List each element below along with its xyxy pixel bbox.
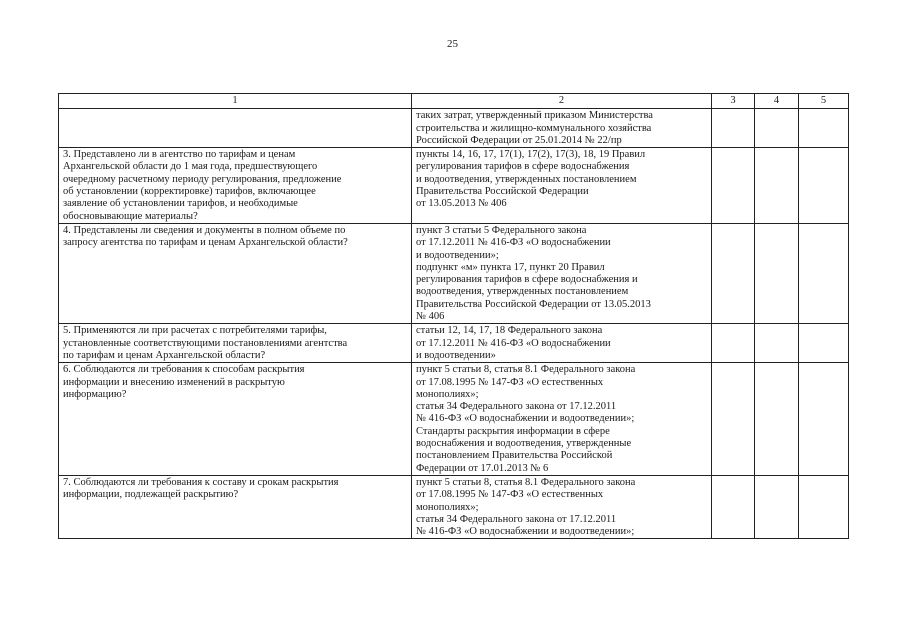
reference-line: от 13.05.2013 № 406 bbox=[416, 198, 507, 210]
reference-line: монополиях»; bbox=[416, 501, 479, 513]
header-col-3: 3 bbox=[712, 94, 755, 109]
page-number: 25 bbox=[447, 38, 458, 50]
reference-line: статья 34 Федерального закона от 17.12.2011 bbox=[416, 401, 617, 413]
reference-line: Стандарты раскрытия информации в сфере bbox=[416, 425, 610, 437]
question-line: обосновывающие материалы? bbox=[63, 210, 198, 222]
reference-line: регулирования тарифов в сфере водоснабжения bbox=[416, 161, 630, 173]
question-line: Архангельской области до 1 мая года, предшествующего bbox=[63, 161, 318, 173]
reference-line: и водоотведении» bbox=[416, 349, 496, 361]
question-cell bbox=[59, 223, 412, 323]
col-4-cell bbox=[755, 324, 799, 363]
question-cell bbox=[59, 148, 412, 224]
question-line: 3. Представлено ли в агентство по тарифам и ценам bbox=[63, 149, 296, 161]
question-line: очередному расчетному периоду регулирования, предложение bbox=[63, 173, 342, 185]
col-3-cell bbox=[712, 109, 755, 148]
col-4-cell bbox=[755, 109, 799, 148]
reference-line: Российской Федерации от 25.01.2014 № 22/пр bbox=[416, 134, 622, 146]
reference-line: пункт 5 статьи 8, статья 8.1 Федерального закона bbox=[416, 364, 636, 376]
col-4-cell bbox=[755, 475, 799, 538]
reference-line: пункт 3 статьи 5 Федерального закона bbox=[416, 224, 587, 236]
reference-line: от 17.12.2011 № 416-ФЗ «О водоснабжении bbox=[416, 237, 611, 249]
col-4-cell bbox=[755, 223, 799, 323]
reference-line: водоотведения, утвержденных постановлением bbox=[416, 286, 629, 298]
col-3-cell bbox=[712, 223, 755, 323]
question-line: информацию? bbox=[63, 388, 127, 400]
question-line: 6. Соблюдаются ли требования к способам раскрытия bbox=[63, 364, 305, 376]
col-4-cell bbox=[755, 148, 799, 224]
reference-cell bbox=[412, 324, 712, 363]
col-5-cell bbox=[799, 324, 849, 363]
header-col-1: 1 bbox=[59, 94, 412, 109]
reference-cell bbox=[412, 475, 712, 538]
table-body bbox=[59, 109, 849, 539]
question-line: 4. Представлены ли сведения и документы в полном объеме по bbox=[63, 224, 346, 236]
reference-line: от 17.08.1995 № 147-ФЗ «О естественных bbox=[416, 489, 604, 501]
col-5-cell bbox=[799, 363, 849, 476]
question-line: запросу агентства по тарифам и ценам Архангельской области? bbox=[63, 237, 348, 249]
reference-line: пункт 5 статьи 8, статья 8.1 Федерального закона bbox=[416, 476, 636, 488]
reference-line: № 406 bbox=[416, 311, 445, 323]
question-line: установленные соответствующими постановлениями агентства bbox=[63, 337, 348, 349]
table-row bbox=[59, 223, 849, 323]
reference-line: № 416-ФЗ «О водоснабжении и водоотведении»; bbox=[416, 413, 635, 425]
reference-line: строительства и жилищно-коммунального хозяйства bbox=[416, 122, 652, 134]
reference-cell bbox=[412, 223, 712, 323]
reference-line: Правительства Российской Федерации bbox=[416, 186, 589, 198]
reference-line: таких затрат, утвержденный приказом Министерства bbox=[416, 110, 653, 122]
col-5-cell bbox=[799, 475, 849, 538]
col-5-cell bbox=[799, 109, 849, 148]
table-row bbox=[59, 475, 849, 538]
reference-line: пункты 14, 16, 17, 17(1), 17(2), 17(3), 18, 19 Правил bbox=[416, 149, 646, 161]
header-col-5: 5 bbox=[799, 94, 849, 109]
table-row bbox=[59, 363, 849, 476]
question-cell bbox=[59, 109, 412, 148]
table-row bbox=[59, 148, 849, 224]
table-row bbox=[59, 109, 849, 148]
question-line: по тарифам и ценам Архангельской области? bbox=[63, 349, 266, 361]
header-row bbox=[59, 94, 849, 109]
col-3-cell bbox=[712, 475, 755, 538]
reference-line: подпункт «м» пункта 17, пункт 20 Правил bbox=[416, 261, 605, 273]
checklist-table bbox=[58, 93, 849, 539]
reference-line: от 17.12.2011 № 416-ФЗ «О водоснабжении bbox=[416, 337, 611, 349]
reference-line: регулирования тарифов в сфере водоснабжения и bbox=[416, 274, 638, 286]
reference-line: статья 34 Федерального закона от 17.12.2011 bbox=[416, 513, 617, 525]
col-3-cell bbox=[712, 324, 755, 363]
question-cell bbox=[59, 363, 412, 476]
col-3-cell bbox=[712, 363, 755, 476]
reference-line: постановлением Правительства Российской bbox=[416, 450, 613, 462]
col-5-cell bbox=[799, 148, 849, 224]
reference-cell bbox=[412, 148, 712, 224]
col-4-cell bbox=[755, 363, 799, 476]
header-col-2: 2 bbox=[412, 94, 712, 109]
reference-line: Федерации от 17.01.2013 № 6 bbox=[416, 462, 549, 474]
reference-line: статьи 12, 14, 17, 18 Федерального закона bbox=[416, 325, 603, 337]
question-line: об установлении (корректировке) тарифов, включающее bbox=[63, 186, 316, 198]
col-3-cell bbox=[712, 148, 755, 224]
reference-line: от 17.08.1995 № 147-ФЗ «О естественных bbox=[416, 376, 604, 388]
reference-line: водоснабжения и водоотведения, утвержденные bbox=[416, 438, 632, 450]
table-row bbox=[59, 324, 849, 363]
header-col-4: 4 bbox=[755, 94, 799, 109]
reference-cell bbox=[412, 363, 712, 476]
question-line: заявление об установлении тарифов, и необходимые bbox=[63, 198, 298, 210]
question-line: информации и внесению изменений в раскрытую bbox=[63, 376, 285, 388]
reference-line: монополиях»; bbox=[416, 388, 479, 400]
reference-line: и водоотведении»; bbox=[416, 249, 499, 261]
question-cell bbox=[59, 475, 412, 538]
question-line: 5. Применяются ли при расчетах с потребителями тарифы, bbox=[63, 325, 327, 337]
question-line: 7. Соблюдаются ли требования к составу и срокам раскрытия bbox=[63, 476, 339, 488]
col-5-cell bbox=[799, 223, 849, 323]
reference-line: и водоотведения, утвержденных постановлением bbox=[416, 173, 637, 185]
question-line: информации, подлежащей раскрытию? bbox=[63, 489, 239, 501]
reference-line: Правительства Российской Федерации от 13.05.2013 bbox=[416, 298, 651, 310]
reference-cell bbox=[412, 109, 712, 148]
question-cell bbox=[59, 324, 412, 363]
reference-line: № 416-ФЗ «О водоснабжении и водоотведении»; bbox=[416, 526, 635, 538]
table-header bbox=[59, 94, 849, 109]
